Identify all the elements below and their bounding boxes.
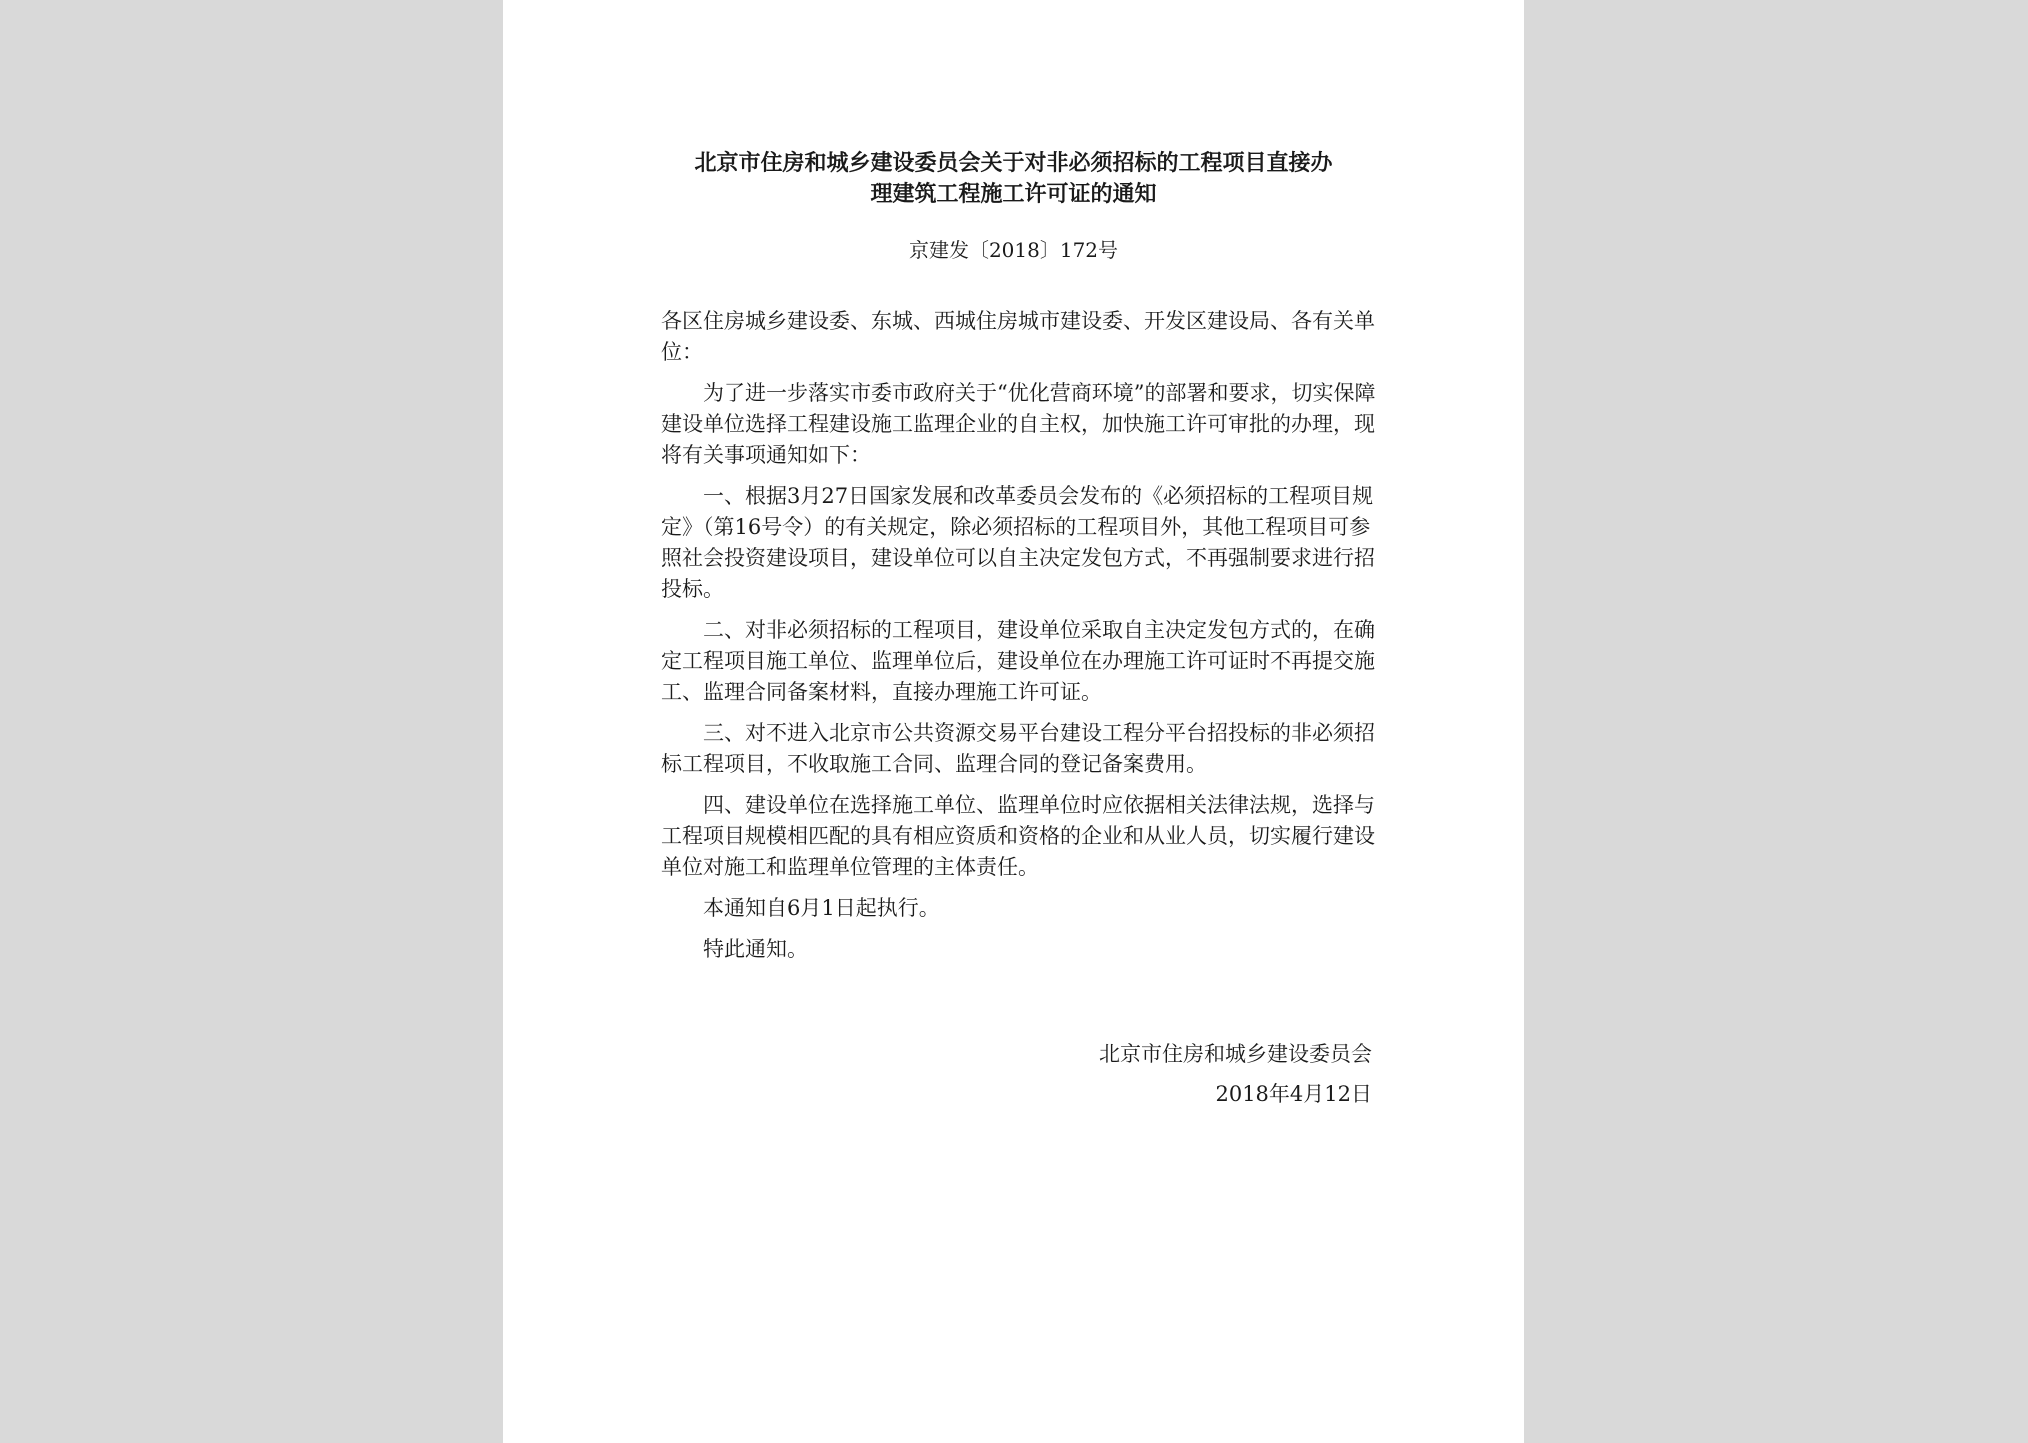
title-line-2: 理建筑工程施工许可证的通知 (870, 182, 1157, 207)
item-1-paragraph: 一、根据3月27日国家发展和改革委员会发布的《必须招标的工程项目规定》（第16号令）的有关规定，除必须招标的工程项目外，其他工程项目可参照社会投资建设项目，建设单位可以自主决定发包方式，不再强制要求进行招投标。 (661, 484, 1375, 601)
document-body (661, 306, 1383, 975)
recipients-paragraph: 各区住房城乡建设委、东城、西城住房城市建设委、开发区建设局、各有关单位： (661, 309, 1375, 364)
effective-date-paragraph: 本通知自6月1日起执行。 (703, 896, 940, 920)
title-line-1: 北京市住房和城乡建设委员会关于对非必须招标的工程项目直接办 (694, 151, 1333, 176)
item-4-paragraph: 四、建设单位在选择施工单位、监理单位时应依据相关法律法规，选择与工程项目规模相匹配的具有相应资质和资格的企业和从业人员，切实履行建设单位对施工和监理单位管理的主体责任。 (661, 793, 1375, 879)
closing-paragraph: 特此通知。 (703, 937, 808, 961)
item-3-paragraph: 三、对不进入北京市公共资源交易平台建设工程分平台招投标的非必须招标工程项目，不收取施工合同、监理合同的登记备案费用。 (661, 721, 1375, 776)
intro-paragraph: 为了进一步落实市委市政府关于“优化营商环境”的部署和要求，切实保障建设单位选择工程建设施工监理企业的自主权，加快施工许可审批的办理，现将有关事项通知如下： (661, 381, 1376, 467)
signatory: 北京市住房和城乡建设委员会 (1099, 1042, 1372, 1066)
document-page (503, 0, 1524, 1443)
document-number: 京建发〔2018〕172号 (908, 238, 1119, 262)
issue-date: 2018年4月12日 (1215, 1082, 1372, 1106)
signature-block (1099, 1034, 1372, 1114)
document-title (503, 148, 1524, 210)
item-2-paragraph: 二、对非必须招标的工程项目，建设单位采取自主决定发包方式的，在确定工程项目施工单位、监理单位后，建设单位在办理施工许可证时不再提交施工、监理合同备案材料，直接办理施工许可证。 (661, 618, 1375, 704)
